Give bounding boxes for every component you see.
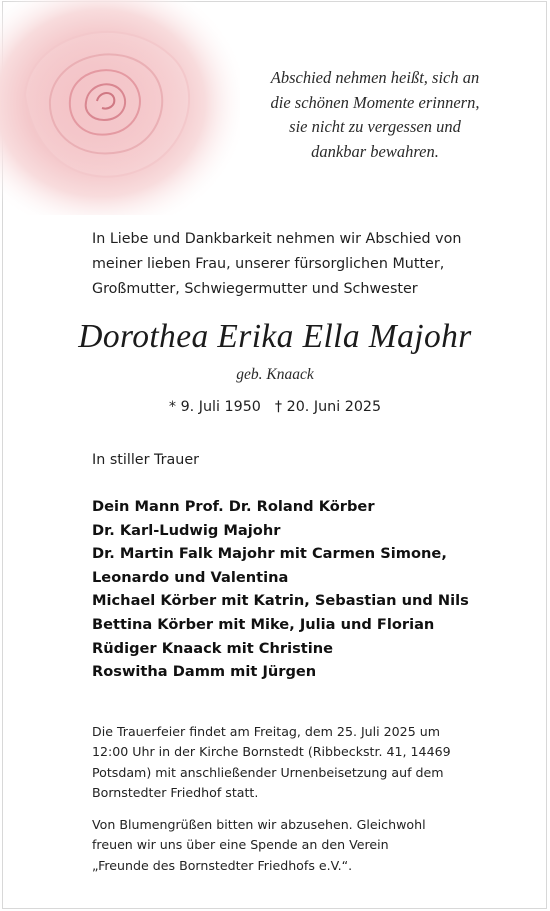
mourning-heading: In stiller Trauer: [92, 452, 200, 468]
mourners-list: [92, 495, 512, 684]
mourner: Bettina Körber mit Mike, Julia und Florian: [92, 615, 435, 633]
mourner: Dein Mann Prof. Dr. Roland Körber: [92, 498, 375, 515]
poem: [215, 66, 535, 164]
notice-line: Potsdam) mit anschließender Urnenbeisetzung auf dem: [92, 764, 444, 780]
death-date: † 20. Juni 2025: [274, 399, 382, 415]
intro-text: [92, 227, 512, 302]
mourner: Dr. Karl-Ludwig Majohr: [92, 521, 281, 539]
poem-line: dankbar bewahren.: [311, 141, 439, 161]
notice-line: Die Trauerfeier findet am Freitag, dem 25. Juli 2025 um: [92, 724, 440, 739]
mourner: Leonardo und Valentina: [92, 568, 289, 586]
poem-line: die schönen Momente erinnern,: [270, 92, 480, 112]
notice-line: 12:00 Uhr in der Kirche Bornstedt (Ribbeckstr. 41, 14469: [92, 744, 451, 760]
notice-line: freuen wir uns über eine Spende an den Verein: [92, 837, 389, 853]
birth-name: geb. Knaack: [236, 366, 314, 383]
mourner: Roswitha Damm mit Jürgen: [92, 663, 317, 681]
notice-line: Von Blumengrüßen bitten wir abzusehen. Gleichwohl: [92, 817, 426, 832]
intro-line: In Liebe und Dankbarkeit nehmen wir Abschied von: [92, 231, 462, 247]
poem-line: sie nicht zu vergessen und: [289, 117, 461, 136]
intro-line: meiner lieben Frau, unserer fürsorglichen Mutter,: [92, 256, 445, 272]
life-dates: [0, 399, 550, 415]
mourner: Michael Körber mit Katrin, Sebastian und Nils: [92, 592, 469, 610]
funeral-notice: [92, 722, 512, 804]
birth-date: * 9. Juli 1950: [168, 399, 261, 415]
notice-line: „Freunde des Bornstedter Friedhofs e.V.“.: [92, 857, 353, 873]
mourner: Dr. Martin Falk Majohr mit Carmen Simone,: [92, 545, 447, 563]
notice-line: Bornstedter Friedhof statt.: [92, 785, 259, 801]
intro-line: Großmutter, Schwiegermutter und Schwester: [92, 281, 418, 297]
poem-line: Abschied nehmen heißt, sich an: [270, 68, 480, 87]
deceased-name: Dorothea Erika Ella Majohr: [78, 318, 472, 355]
pink-rose-icon: [0, 0, 240, 215]
mourner: Rüdiger Knaack mit Christine: [92, 639, 334, 657]
donation-notice: [92, 815, 512, 876]
